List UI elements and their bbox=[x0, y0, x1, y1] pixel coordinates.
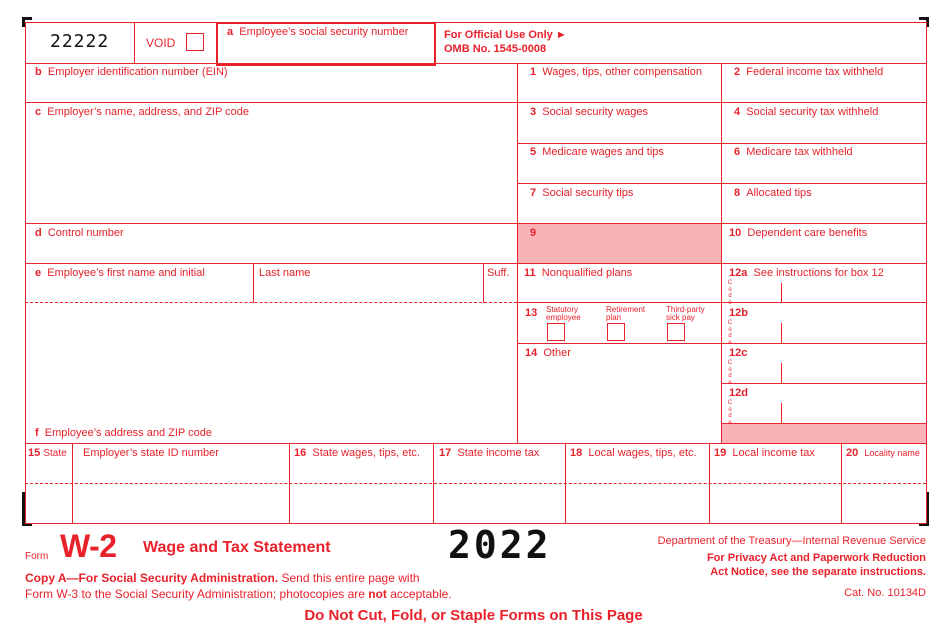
retirement-line2: plan bbox=[606, 313, 622, 322]
box-f-letter: f bbox=[35, 427, 39, 439]
box-b-letter: b bbox=[35, 66, 42, 78]
code-letter: d bbox=[728, 293, 732, 299]
box-20-num: 20 bbox=[846, 447, 859, 459]
box-8-num: 8 bbox=[734, 187, 741, 199]
box-e-label bbox=[35, 267, 205, 279]
box-7-label bbox=[530, 187, 633, 199]
code-letter: d bbox=[728, 373, 732, 379]
box-13-statutory-label bbox=[546, 306, 581, 322]
grid-line bbox=[25, 223, 926, 224]
omb-number: OMB No. 1545-0008 bbox=[444, 43, 547, 55]
box-18-label bbox=[570, 447, 697, 459]
copy-a-line-2a: Form W-3 to the Social Security Administration; photocopies are bbox=[25, 587, 369, 601]
box-9-shade bbox=[517, 223, 721, 263]
box-15-state: State bbox=[43, 448, 67, 459]
box-12c-label bbox=[729, 347, 747, 359]
box-3-label bbox=[530, 106, 648, 118]
void-code: 22222 bbox=[50, 31, 110, 52]
box-14-label bbox=[525, 347, 571, 359]
box-e-letter: e bbox=[35, 267, 42, 279]
box-17-num: 17 bbox=[439, 447, 452, 459]
box-1-label bbox=[530, 66, 702, 78]
box-3-num: 3 bbox=[530, 106, 537, 118]
box-15-label bbox=[28, 447, 67, 459]
copy-a-line-2 bbox=[25, 587, 452, 601]
box-12c-code-label bbox=[727, 360, 733, 386]
box-13-retirement-label bbox=[606, 306, 645, 322]
grid-line bbox=[565, 443, 566, 523]
grid-line bbox=[433, 443, 434, 523]
grid-dash bbox=[25, 483, 926, 484]
code-letter: C bbox=[727, 280, 733, 286]
third-party-sick-pay-checkbox[interactable] bbox=[667, 323, 685, 341]
copy-a-not: not bbox=[368, 587, 387, 601]
code-letter: o bbox=[728, 326, 732, 333]
box-14-text: Other bbox=[543, 347, 571, 359]
thirdparty-line1: Third-party bbox=[666, 305, 705, 314]
code-letter: e bbox=[728, 339, 732, 346]
code-letter: o bbox=[728, 366, 732, 373]
box-5-text: Medicare wages and tips bbox=[542, 146, 664, 158]
copy-a-bold: Copy A—For Social Security Administration. bbox=[25, 571, 279, 585]
box-12d-label bbox=[729, 387, 748, 399]
grid-line bbox=[483, 263, 484, 303]
box-19-label bbox=[714, 447, 815, 459]
box-12a-label bbox=[729, 267, 884, 279]
box-19-text: Local income tax bbox=[732, 447, 815, 459]
box-12d-num: 12d bbox=[729, 387, 748, 399]
box-5-num: 5 bbox=[530, 146, 537, 158]
box-12b-num: 12b bbox=[729, 307, 748, 319]
retirement-line1: Retirement bbox=[606, 305, 646, 314]
box-11-label bbox=[524, 267, 632, 279]
box-c-employer-field[interactable] bbox=[26, 103, 516, 222]
thirdparty-line2: sick pay bbox=[666, 313, 695, 322]
code-letter: C bbox=[727, 320, 733, 326]
box-7-num: 7 bbox=[530, 187, 537, 199]
box-20-text: Locality name bbox=[864, 448, 920, 458]
box-c-letter: c bbox=[35, 106, 42, 118]
code-letter: d bbox=[728, 333, 732, 339]
box-8-label bbox=[734, 187, 812, 199]
code-letter: e bbox=[728, 379, 732, 386]
grid-line bbox=[25, 263, 926, 264]
do-not-cut-warning: Do Not Cut, Fold, or Staple Forms on This Page bbox=[304, 607, 643, 624]
grid-line bbox=[721, 63, 722, 443]
box-10-label bbox=[729, 227, 867, 239]
box-8-text: Allocated tips bbox=[746, 187, 812, 199]
tax-year: 2022 bbox=[448, 523, 552, 567]
box-16-num: 16 bbox=[294, 447, 307, 459]
grid-line bbox=[517, 63, 518, 443]
grid-line bbox=[25, 22, 926, 23]
copy-a-line-1 bbox=[25, 571, 420, 585]
box-12a-num: 12a bbox=[729, 267, 748, 279]
box-9-num: 9 bbox=[530, 227, 537, 239]
box-b-label bbox=[35, 66, 228, 78]
box-4-label bbox=[734, 106, 878, 118]
box-13-num: 13 bbox=[525, 307, 538, 319]
grid-dash bbox=[25, 302, 517, 303]
box-13-thirdparty-label bbox=[666, 306, 705, 322]
box-a-letter: a bbox=[227, 26, 234, 38]
code-letter: o bbox=[728, 286, 732, 293]
box-f-text: Employee’s address and ZIP code bbox=[44, 427, 212, 439]
box-10-text: Dependent care benefits bbox=[747, 227, 868, 239]
box-12a-text: See instructions for box 12 bbox=[753, 267, 884, 279]
grid-line bbox=[25, 22, 26, 523]
box-16-label bbox=[294, 447, 420, 459]
box-6-text: Medicare tax withheld bbox=[746, 146, 853, 158]
box-b-text: Employer identification number (EIN) bbox=[47, 66, 228, 78]
grid-line bbox=[253, 263, 254, 303]
statutory-employee-checkbox[interactable] bbox=[547, 323, 565, 341]
void-label: VOID bbox=[146, 36, 176, 50]
box-c-label bbox=[35, 106, 249, 118]
statutory-line1: Statutory bbox=[546, 305, 579, 314]
box-c-text: Employer’s name, address, and ZIP code bbox=[47, 106, 250, 118]
box-e-last-name-label: Last name bbox=[259, 267, 311, 279]
box-a-label bbox=[227, 26, 408, 38]
grid-line bbox=[72, 443, 73, 523]
box-12c-num: 12c bbox=[729, 347, 748, 359]
grid-line bbox=[721, 423, 926, 424]
grid-line bbox=[289, 443, 290, 523]
grid-line bbox=[721, 383, 926, 384]
void-checkbox[interactable] bbox=[186, 33, 204, 51]
box-12d-code-divider bbox=[781, 403, 782, 423]
grid-line bbox=[709, 443, 710, 523]
code-letter: C bbox=[727, 400, 733, 406]
box-12b-code-divider bbox=[781, 323, 782, 343]
box-18-num: 18 bbox=[570, 447, 583, 459]
box-12a-code-divider bbox=[781, 283, 782, 303]
box-e-suffix-label: Suff. bbox=[487, 267, 510, 279]
code-letter: e bbox=[728, 419, 732, 426]
form-word: Form bbox=[25, 551, 49, 562]
box-4-text: Social security tax withheld bbox=[746, 106, 879, 118]
box-17-text: State income tax bbox=[457, 447, 540, 459]
retirement-plan-checkbox[interactable] bbox=[607, 323, 625, 341]
box-10-num: 10 bbox=[729, 227, 742, 239]
privacy-line-2: Act Notice, see the separate instructions. bbox=[710, 566, 926, 578]
code-letter: d bbox=[728, 413, 732, 419]
box-20-label bbox=[846, 447, 920, 459]
grid-line bbox=[721, 343, 926, 344]
grid-line bbox=[25, 443, 926, 444]
box-15-id-label: Employer’s state ID number bbox=[83, 447, 219, 459]
dept-treasury: Department of the Treasury—Internal Revenue Service bbox=[657, 535, 926, 547]
box-7-text: Social security tips bbox=[542, 187, 634, 199]
privacy-line-1: For Privacy Act and Paperwork Reduction bbox=[706, 552, 926, 564]
box-15-num: 15 bbox=[28, 447, 41, 459]
box-d-label bbox=[35, 227, 124, 239]
grid-line bbox=[841, 443, 842, 523]
grid-line bbox=[25, 63, 926, 64]
catalog-number: Cat. No. 10134D bbox=[844, 587, 926, 599]
copy-a-rest: Send this entire page with bbox=[278, 571, 420, 585]
box-12b-code-label bbox=[727, 320, 733, 346]
box-e-text: Employee’s first name and initial bbox=[47, 267, 205, 279]
box-f-label bbox=[35, 427, 212, 439]
box-6-num: 6 bbox=[734, 146, 741, 158]
grid-line bbox=[25, 102, 517, 103]
box-2-num: 2 bbox=[734, 66, 741, 78]
box-d-text: Control number bbox=[47, 227, 124, 239]
box-2-text: Federal income tax withheld bbox=[746, 66, 884, 78]
grid-line bbox=[134, 22, 135, 63]
code-letter: o bbox=[728, 406, 732, 413]
box-2-label bbox=[734, 66, 883, 78]
statutory-line2: employee bbox=[546, 313, 581, 322]
box-1-text: Wages, tips, other compensation bbox=[542, 66, 703, 78]
code-letter: e bbox=[728, 299, 732, 306]
form-title: Wage and Tax Statement bbox=[143, 539, 331, 556]
box-5-label bbox=[530, 146, 664, 158]
box-12b-label bbox=[729, 307, 748, 319]
official-use-label: For Official Use Only ► bbox=[444, 29, 567, 41]
box-14-num: 14 bbox=[525, 347, 538, 359]
box-d-letter: d bbox=[35, 227, 42, 239]
box-12c-code-divider bbox=[781, 363, 782, 383]
box-4-num: 4 bbox=[734, 106, 741, 118]
box-18-text: Local wages, tips, etc. bbox=[588, 447, 697, 459]
box-12a-code-label bbox=[727, 280, 733, 306]
box-9-label bbox=[530, 227, 536, 239]
box-6-label bbox=[734, 146, 853, 158]
code-letter: C bbox=[727, 360, 733, 366]
grid-line bbox=[926, 22, 927, 523]
box-12-bottom-shade bbox=[721, 423, 926, 443]
box-3-text: Social security wages bbox=[542, 106, 649, 118]
box-17-label bbox=[439, 447, 539, 459]
box-16-text: State wages, tips, etc. bbox=[312, 447, 420, 459]
form-name: W-2 bbox=[60, 528, 117, 564]
box-19-num: 19 bbox=[714, 447, 727, 459]
copy-a-line-2b: acceptable. bbox=[386, 587, 452, 601]
box-1-num: 1 bbox=[530, 66, 537, 78]
grid-line bbox=[517, 343, 721, 344]
box-11-text: Nonqualified plans bbox=[541, 267, 633, 279]
box-a-text: Employee’s social security number bbox=[239, 26, 409, 38]
box-11-num: 11 bbox=[524, 267, 536, 279]
box-12d-code-label bbox=[727, 400, 733, 426]
